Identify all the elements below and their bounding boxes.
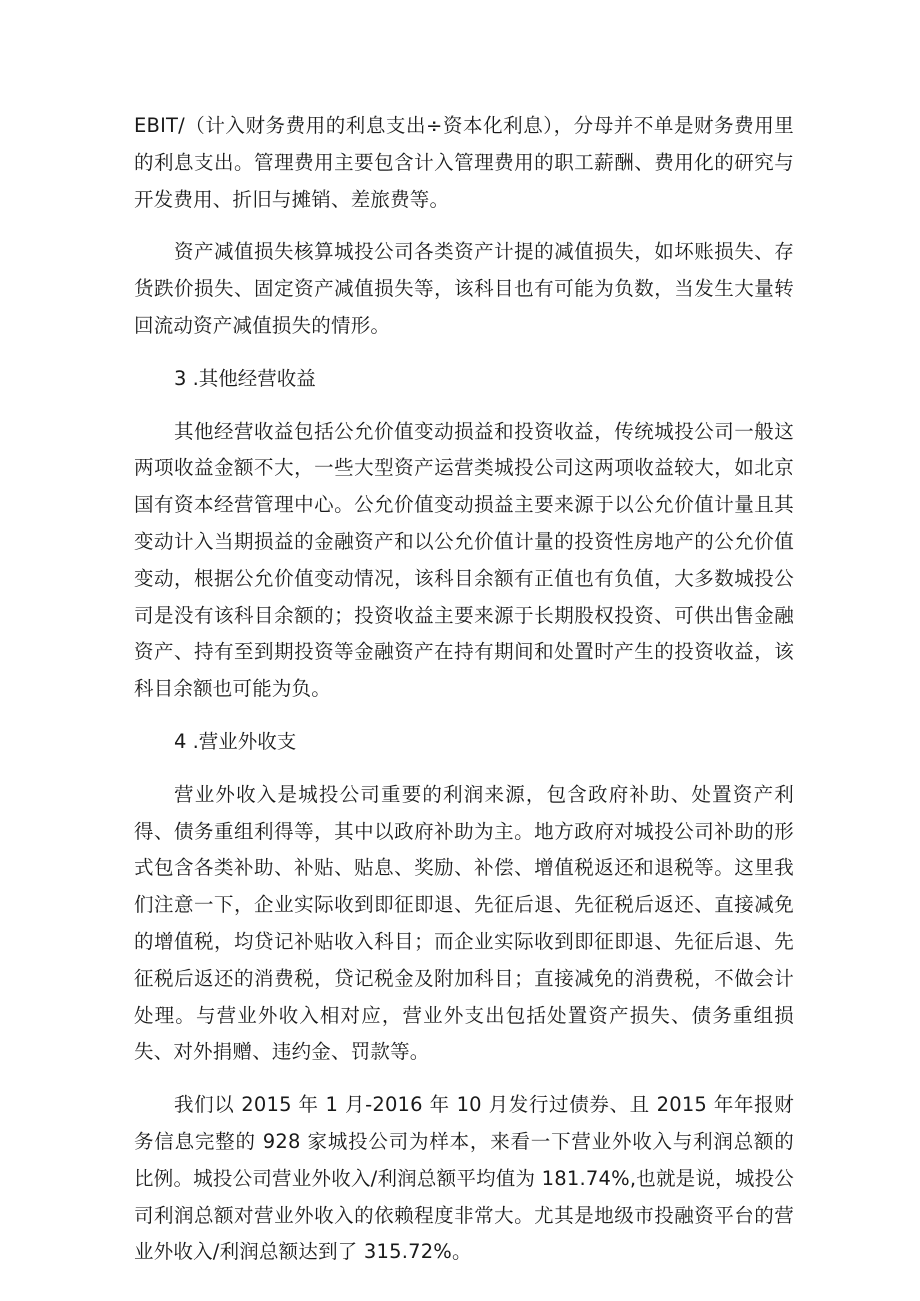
- paragraph-interest-coverage: EBIT/（计入财务费用的利息支出÷资本化利息），分母并不单是财务费用里的利息支出。管理费用主要包含计入管理费用的职工薪酬、费用化的研究与开发费用、折旧与摊销、差旅费等。: [134, 114, 794, 211]
- section-heading-other-operating-income: 3 .其他经营收益: [174, 366, 316, 390]
- paragraph-other-operating-income: 其他经营收益包括公允价值变动损益和投资收益，传统城投公司一般这两项收益金额不大，一些大型资产运营类城投公司这两项收益较大，如北京国有资本经营管理中心。公允价值变动损益主要来源于以公允价值计量且其变动计入当期损益的金融资产和以公允价值计量的投资性房地产的公允价值变动，根据公允价值变动情况，该科目余额有正值也有负值，大多数城投公司是没有该科目余额的；投资收益主要来源于长期股权投资、可供出售金融资产、持有至到期投资等金融资产在持有期间和处置时产生的投资收益，该科目余额也可能为负。: [134, 419, 794, 701]
- paragraph-non-operating-income: 营业外收入是城投公司重要的利润来源，包含政府补助、处置资产利得、债务重组利得等，其中以政府补助为主。地方政府对城投公司补助的形式包含各类补助、补贴、贴息、奖励、补偿、增值税返还和退税等。这里我们注意一下，企业实际收到即征即退、先征后退、先征税后返还、直接减免的增值税，均贷记补贴收入科目；而企业实际收到即征即退、先征后退、先征税后返还的消费税，贷记税金及附加科目；直接减免的消费税，不做会计处理。与营业外收入相对应，营业外支出包括处置资产损失、债务重组损失、对外捐赠、违约金、罚款等。: [134, 782, 794, 1064]
- paragraph-asset-impairment: 资产减值损失核算城投公司各类资产计提的减值损失，如坏账损失、存货跌价损失、固定资产减值损失等，该科目也有可能为负数，当发生大量转回流动资产减值损失的情形。: [134, 240, 794, 337]
- document-body: [134, 108, 794, 1287]
- section-heading-non-operating: 4 .营业外收支: [174, 729, 297, 753]
- paragraph-sample-statistics: 我们以 2015 年 1 月-2016 年 10 月发行过债券、且 2015 年年报财务信息完整的 928 家城投公司为样本，来看一下营业外收入与利润总额的比例。城投公司营业外收入/利润总额平均值为 181.74%,也就是说，城投公司利润总额对营业外收入的依赖程度非常大。尤其是地级市投融资平台的营业外收入/利润总额达到了 315.72%。: [134, 1093, 794, 1264]
